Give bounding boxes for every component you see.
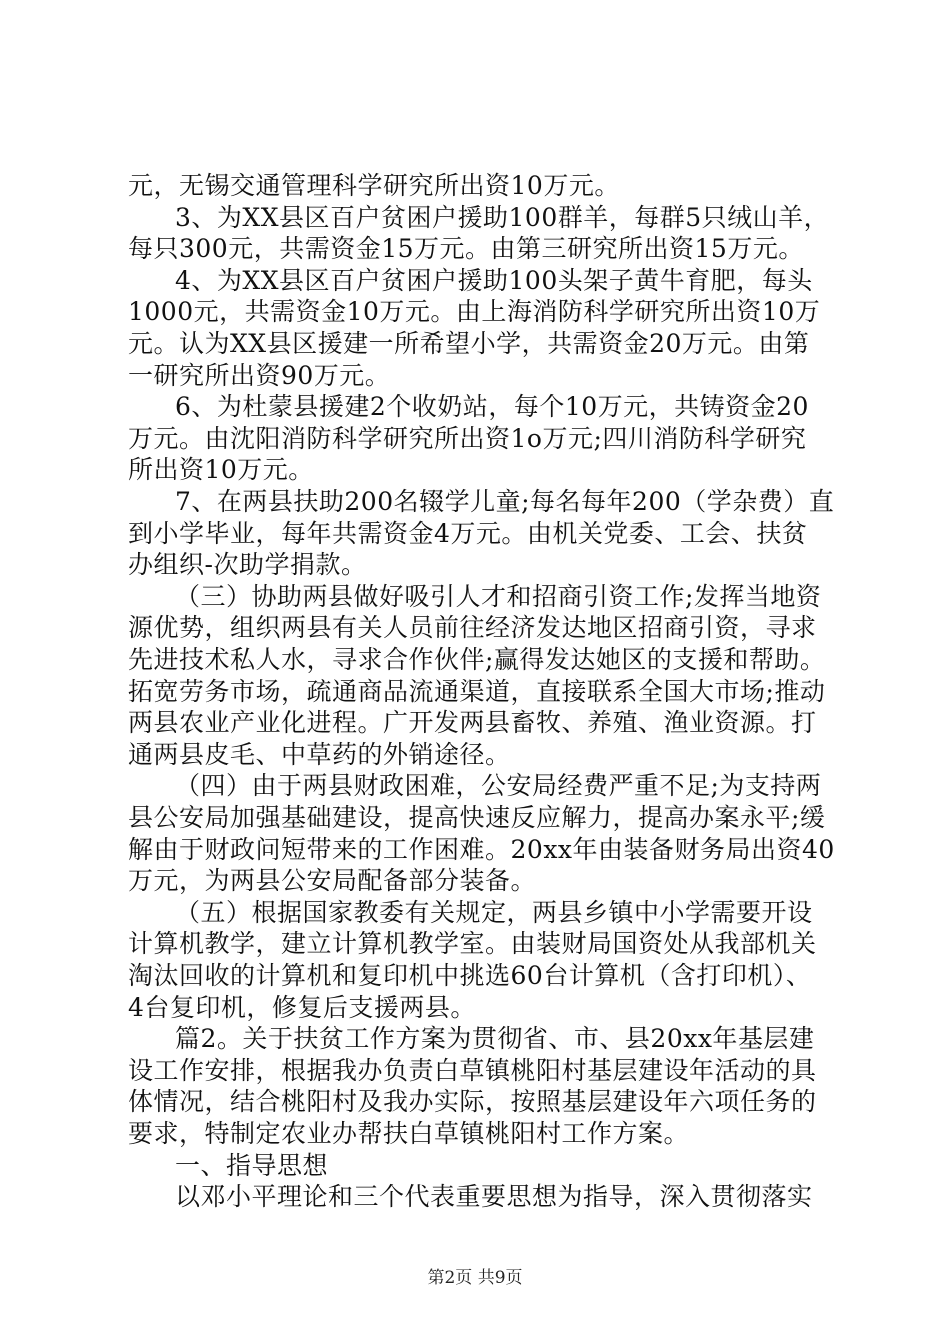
text-line: 6、为杜蒙县援建2个收奶站，每个10万元，共铸资金20: [175, 392, 809, 422]
text-line: 拓宽劳务市场，疏通商品流通渠道，直接联系全国大市场;推动: [128, 676, 826, 706]
text-line: 一、指导思想: [175, 1150, 329, 1180]
text-line: （五）根据国家教委有关规定，两县乡镇中小学需要开设: [175, 897, 813, 927]
text-line: 万元。由沈阳消防科学研究所出资1o万元;四川消防科学研究: [128, 423, 807, 453]
text-line: 要求，特制定农业办帮扶白草镇桃阳村工作方案。: [128, 1119, 690, 1148]
text-line: 办组织-次助学捐款。: [128, 550, 367, 580]
text-line: 体情况，结合桃阳村及我办实际，按照基层建设年六项任务的: [128, 1087, 817, 1117]
text-line: 万元，为两县公安局配备部分装备。: [128, 866, 537, 896]
text-line: 一研究所出资90万元。: [128, 360, 391, 390]
text-line: 淘汰回收的计算机和复印机中挑选60台计算机（含打印机）、: [128, 961, 812, 990]
text-line: 元。认为XX县区援建一所希望小学，共需资金20万元。由第: [128, 329, 810, 358]
text-line: （四）由于两县财政困难，公安局经费严重不足;为支持两: [175, 771, 822, 801]
text-line: 篇2。关于扶贫工作方案为贯彻省、市、县20xx年基层建: [175, 1024, 815, 1054]
text-line: 1000元，共需资金10万元。由上海消防科学研究所出资10万: [128, 297, 821, 327]
text-line: 7、在两县扶助200名辍学儿童;每名每年200（学杂费）直: [175, 487, 835, 516]
text-line: （三）协助两县做好吸引人才和招商引资工作;发挥当地资: [175, 581, 822, 611]
text-line: 县公安局加强基础建设，提高快速反应解力，提高办案永平;缓: [128, 803, 826, 832]
text-line: 设工作安排，根据我办负责白草镇桃阳村基层建设年活动的具: [128, 1055, 817, 1085]
text-line: 以邓小平理论和三个代表重要思想为指导，深入贯彻落实: [175, 1182, 813, 1212]
text-line: 计算机教学，建立计算机教学室。由装财局国资处从我部机关: [128, 929, 817, 959]
text-line: 3、为XX县区百户贫困户援助100群羊，每群5只绒山羊，: [175, 202, 830, 232]
text-line: 每只300元，共需资金15万元。由第三研究所出资15万元。: [128, 234, 804, 264]
text-line: 4台复印机，修复后支援两县。: [128, 992, 476, 1022]
text-line: 元，无锡交通管理科学研究所出资10万元。: [128, 171, 620, 200]
text-line: 两县农业产业化进程。广开发两县畜牧、养殖、渔业资源。打: [128, 708, 817, 738]
text-line: 解由于财政问短带来的工作困难。20xx年由装备财务局出资40: [128, 834, 835, 864]
text-line: 源优势，组织两县有关人员前往经济发达地区招商引资，寻求: [128, 613, 817, 643]
text-line: 4、为XX县区百户贫困户援助100头架子黄牛育肥，每头: [175, 265, 813, 295]
text-line: 到小学毕业，每年共需资金4万元。由机关党委、工会、扶贫: [128, 518, 808, 548]
text-line: 通两县皮毛、中草药的外销途径。: [128, 739, 511, 769]
page-footer: 第2页 共9页: [427, 1268, 523, 1288]
text-line: 先进技术私人水，寻求合作伙伴;赢得发达她区的支援和帮助。: [128, 645, 826, 674]
text-line: 所出资10万元。: [128, 455, 314, 485]
